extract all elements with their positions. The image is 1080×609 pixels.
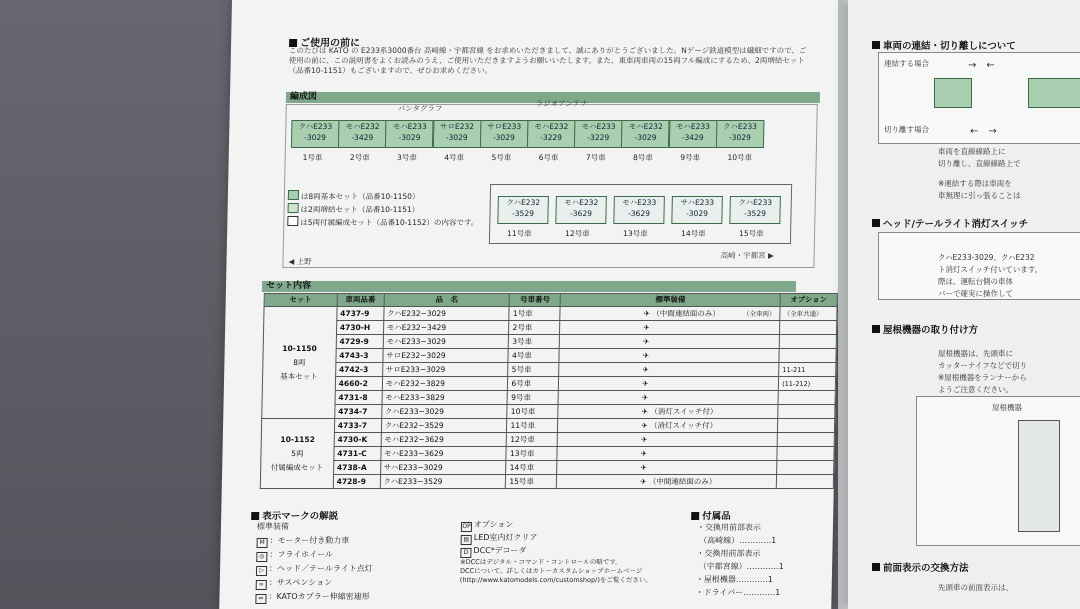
pantograph-label: パンタグラフ <box>397 104 443 113</box>
front-display-title: 前面表示の交換方法 <box>872 560 969 574</box>
row-code: 4742-3 <box>335 363 382 377</box>
radio-antenna-label: ラジオアンテナ <box>535 99 588 108</box>
roof-car-outline <box>1018 420 1060 532</box>
row-name: モハE233−3829 <box>382 391 508 405</box>
formation-car-9: モハE233 -3429 <box>668 120 717 148</box>
row-name: モハE232−3629 <box>381 433 507 447</box>
row-standard: ✈ （中間連結面のみ） <box>556 475 776 489</box>
formation-car-5: サロE233 -3029 <box>480 120 529 148</box>
table-row <box>262 405 835 419</box>
car-number-label: 14号車 <box>681 229 706 238</box>
row-option <box>778 405 835 419</box>
col-carno: 号車番号 <box>510 294 561 307</box>
roof-diagram-label: 屋根機器 <box>992 403 1022 412</box>
table-row <box>260 475 833 489</box>
row-standard: ✈ <box>559 377 779 391</box>
marks-title: 表示マークの解説 <box>251 508 338 522</box>
accessories-list: ・交換用前部表示 （高崎線）…………1 ・交換用前部表示 （宇都宮線）…………1 ・屋根機器…………1 ・ドライバー…………1 <box>695 523 784 597</box>
formation-car-10: クハE233 -3029 <box>716 120 765 148</box>
legend-2car-swatch <box>288 203 299 213</box>
formation-band: 編成図 <box>286 92 820 103</box>
row-standard: ✈ <box>557 447 777 461</box>
row-code: 4734-7 <box>334 405 381 419</box>
option-icon: OP <box>462 523 471 530</box>
direction-right: 高崎・宇都宮 ▶ <box>720 251 774 260</box>
row-carno: 3号車 <box>509 335 560 349</box>
row-option <box>777 461 834 475</box>
couple-arrows: → ← <box>968 60 995 71</box>
formation-car-4: サロE232 -3029 <box>432 120 481 148</box>
row-carno: 15号車 <box>506 475 557 489</box>
coupling-car-left <box>934 78 972 108</box>
led-icon: ▤ <box>461 535 472 545</box>
row-name: サロE232−3029 <box>382 349 508 363</box>
front-display-text: 先頭車の前面表示は、 <box>938 583 1013 592</box>
marks-list: 標準装備 M ：モーター付き動力車 ◎ ：フライホイール ▷ ：ヘッド／テールライト点灯 ∞ ：サスペンション ⇔ ：KATOカプラー伸縮密連形 <box>256 522 373 602</box>
row-name: サロE233−3029 <box>382 363 508 377</box>
row-code: 4729-9 <box>336 335 383 349</box>
row-standard: ✈ <box>560 321 780 335</box>
car-number-label: 4号車 <box>444 153 465 162</box>
row-standard: ✈ <box>557 433 777 447</box>
intro-text: このたびは KATO の E233系3000番台 高崎線・宇都宮線 をお求めいただきまして、誠にありがとうございました。Nゲージ鉄道模型は繊細ですので、ご使用の前に、この説明書をよくお読みのうえ、ご使用いただきますようお願いいたします。また、東車両車両の15両フル編成にするため、2両増結セット（品番10-1151）もございますので、ぜひお求めください。 <box>288 46 807 75</box>
row-option <box>779 349 836 363</box>
set-1-cell: 10-1150 8両 基本セット <box>262 307 337 419</box>
row-name: クハE233−3529 <box>380 475 506 489</box>
table-row <box>263 321 836 335</box>
table-row <box>261 433 834 447</box>
row-name: モハE233−3629 <box>380 447 506 461</box>
row-name: サハE233−3029 <box>380 461 506 475</box>
row-option <box>777 433 834 447</box>
table-row <box>261 461 834 475</box>
roof-text: 屋根機器は、先頭車に カッターナイフなどで切り ※屋根機器をランナーから ようご注意ください。 <box>938 349 1028 394</box>
formation-car-12: モハE232 -3629 <box>555 196 607 224</box>
manual-page-left <box>219 0 844 609</box>
row-option <box>777 447 834 461</box>
table-row <box>261 447 834 461</box>
col-option: オプション <box>780 294 837 307</box>
formation-car-8: モハE232 -3029 <box>621 120 670 148</box>
formation-car-15: クハE233 -3529 <box>729 196 781 224</box>
row-code: 4660-2 <box>335 377 382 391</box>
accessories-title: 付属品 <box>691 508 731 522</box>
row-carno: 11号車 <box>507 419 558 433</box>
row-code: 4743-3 <box>336 349 383 363</box>
row-carno: 2号車 <box>509 321 560 335</box>
row-standard: ✈ <box>559 349 779 363</box>
row-standard: ✈ （中間連結面のみ） （全車両） <box>560 307 780 321</box>
col-standard: 標準装備 <box>560 294 780 307</box>
row-carno: 14号車 <box>506 461 557 475</box>
formation-car-13: モハE233 -3629 <box>613 196 665 224</box>
car-number-label: 10号車 <box>727 153 753 162</box>
table-row <box>263 363 836 377</box>
col-set: セット <box>264 294 337 307</box>
row-carno: 13号車 <box>506 447 557 461</box>
couple-label: 連結する場合 <box>884 59 929 68</box>
coupling-title: 車両の連結・切り離しについて <box>872 38 1016 52</box>
row-code: 4731-8 <box>335 391 382 405</box>
set-contents-band: セット内容 <box>262 281 796 292</box>
intro-title: ご使用の前に <box>289 34 360 49</box>
row-standard: ✈ <box>559 363 779 377</box>
row-code: 4731-C <box>334 447 381 461</box>
row-option: 11-211 <box>779 363 836 377</box>
col-name: 品 名 <box>384 294 510 307</box>
row-carno: 9号車 <box>507 391 558 405</box>
row-standard: ✈ <box>558 391 778 405</box>
set-contents-table <box>260 293 838 489</box>
car-number-label: 3号車 <box>396 153 417 162</box>
car-number-label: 9号車 <box>680 153 701 162</box>
row-option <box>776 475 833 489</box>
formation-car-1: クハE233 -3029 <box>291 120 340 148</box>
car-number-label: 12号車 <box>565 229 590 238</box>
formation-car-7: モハE233 -3229 <box>574 120 623 148</box>
row-option <box>779 335 836 349</box>
row-carno: 1号車 <box>509 307 560 321</box>
car-number-label: 7号車 <box>585 153 606 162</box>
car-number-label: 2号車 <box>349 153 370 162</box>
row-standard: ✈ （消灯スイッチ付） <box>558 419 778 433</box>
row-option <box>778 391 835 405</box>
row-code: 4737-9 <box>337 307 384 321</box>
uncouple-arrows: ← → <box>970 126 997 137</box>
row-standard: ✈ （消灯スイッチ付） <box>558 405 778 419</box>
marks-std-label: 標準装備 <box>256 522 290 531</box>
row-code: 4730-K <box>334 433 381 447</box>
car-number-label: 8号車 <box>632 153 653 162</box>
option-marks: OP オプション ▤ LED室内灯クリア D DCC*デコーダ ※DCCはデジタル・コマンド・コントロールの略です。 DCCについて、詳しくはカトーカスタムショップホームページ (http://www.katomodels.com/customshop/)をご覧ください。 <box>459 520 652 584</box>
headlight-icon: ▷ <box>256 566 267 576</box>
car-number-label: 15号車 <box>739 229 764 238</box>
flywheel-icon: ◎ <box>256 552 267 562</box>
motor-icon: M <box>257 538 268 548</box>
legend-5car-swatch <box>287 216 298 226</box>
row-carno: 4号車 <box>508 349 559 363</box>
row-name: クハE232−3029 <box>383 307 509 321</box>
uncouple-label: 切り離す場合 <box>884 125 929 134</box>
car-number-label: 13号車 <box>623 229 648 238</box>
car-number-label: 6号車 <box>538 153 559 162</box>
table-row <box>263 349 836 363</box>
formation-car-14: サハE233 -3029 <box>671 196 723 224</box>
set-2-cell: 10-1152 5両 付属編成セット <box>260 419 334 489</box>
row-carno: 5号車 <box>508 363 559 377</box>
dcc-icon: D <box>460 548 471 558</box>
row-name: クハE233−3029 <box>381 405 507 419</box>
row-name: クハE232−3529 <box>381 419 507 433</box>
row-option <box>780 321 837 335</box>
suspension-icon: ∞ <box>256 580 267 590</box>
sub-formation-frame <box>489 184 792 244</box>
row-carno: 10号車 <box>507 405 558 419</box>
table-row <box>263 335 836 349</box>
table-row <box>261 419 834 433</box>
col-code: 車両品番 <box>337 294 384 307</box>
car-number-label: 1号車 <box>302 153 323 162</box>
row-name: モハE232−3429 <box>383 321 509 335</box>
table-row <box>264 307 837 321</box>
row-code: 4738-A <box>333 461 380 475</box>
table-row <box>262 377 835 391</box>
light-switch-title: ヘッド/テールライト消灯スイッチ <box>872 216 1028 230</box>
row-option: (11-212) <box>778 377 835 391</box>
formation-car-11: クハE232 -3529 <box>497 196 549 224</box>
direction-left: ◀ 上野 <box>288 257 312 266</box>
formation-legend: は8両基本セット（品番10-1150） は2両増結セット（品番10-1151） は5両付属編成セット（品番10-1152）の内容です。 <box>287 190 479 229</box>
car-number-label: 5号車 <box>491 153 512 162</box>
coupling-car-right <box>1028 78 1080 108</box>
formation-car-2: モハE232 -3429 <box>338 120 387 148</box>
formation-car-6: モハE232 -3229 <box>527 120 576 148</box>
row-carno: 12号車 <box>507 433 558 447</box>
light-switch-text: クハE233-3029、クハE232 ト消灯スイッチ付いています。 際は、運転台側の車体 バーで確実に操作して <box>938 253 1043 298</box>
row-carno: 6号車 <box>508 377 559 391</box>
roof-title: 屋根機器の取り付け方 <box>872 322 978 336</box>
manual-page-right <box>848 0 1080 609</box>
legend-8car-swatch <box>288 190 299 200</box>
row-code: 4733-7 <box>334 419 381 433</box>
row-code: 4730-H <box>336 321 383 335</box>
row-standard: ✈ <box>557 461 777 475</box>
row-option <box>778 419 835 433</box>
row-standard: ✈ <box>559 335 779 349</box>
coupling-text: 車両を直線線路上に 切り離し、直線線路上で ※連結する際は車両を 車無理に引っ張ることは <box>938 147 1021 200</box>
formation-car-3: モハE233 -3029 <box>385 120 434 148</box>
coupler-icon: ⇔ <box>255 594 266 604</box>
row-code: 4728-9 <box>333 475 380 489</box>
row-option: （全車共通） <box>780 307 837 321</box>
table-row <box>262 391 835 405</box>
row-name: モハE233−3029 <box>383 335 509 349</box>
car-number-label: 11号車 <box>507 229 532 238</box>
row-name: モハE232−3829 <box>382 377 508 391</box>
